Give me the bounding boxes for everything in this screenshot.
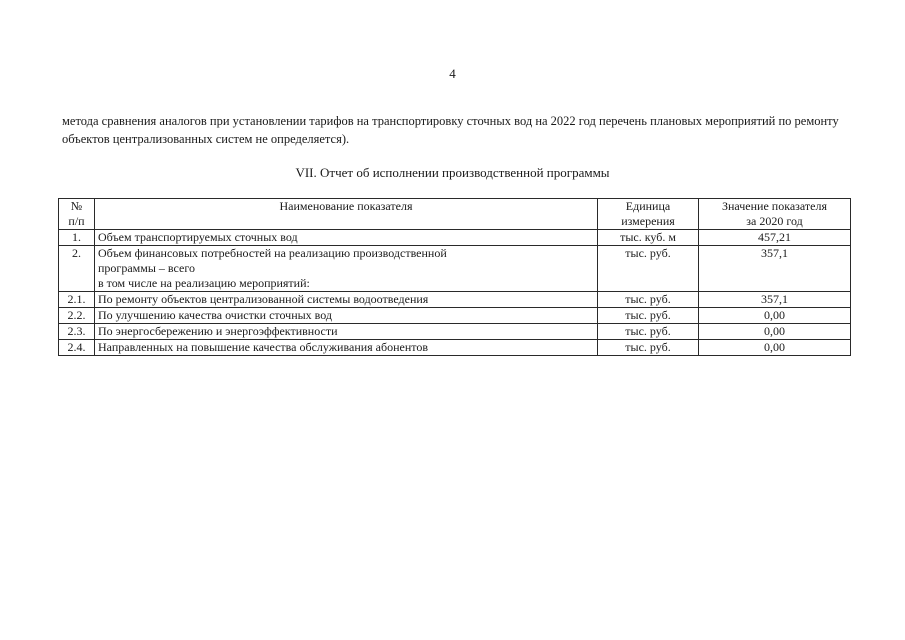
- row-unit: тыс. куб. м: [598, 230, 699, 246]
- row-num: 2.4.: [59, 340, 95, 356]
- row-unit: тыс. руб.: [598, 340, 699, 356]
- section-title: VII. Отчет об исполнении производственной программы: [295, 165, 610, 180]
- row-num: 1.: [59, 230, 95, 246]
- row-unit: тыс. руб.: [598, 324, 699, 340]
- header-value: [699, 199, 851, 230]
- row-name-line: Объем финансовых потребностей на реализацию производственной: [98, 246, 447, 260]
- header-num: [59, 199, 95, 230]
- row-name: По энергосбережению и энергоэффективности: [95, 324, 598, 340]
- row-value: 357,1: [699, 292, 851, 308]
- row-unit: тыс. руб.: [598, 308, 699, 324]
- row-num: 2.: [59, 246, 95, 292]
- row-num: 2.1.: [59, 292, 95, 308]
- header-value-line2: за 2020 год: [746, 214, 803, 228]
- row-value: 0,00: [699, 340, 851, 356]
- row-unit: тыс. руб.: [598, 246, 699, 292]
- table-row: [59, 340, 851, 356]
- header-num-line1: №: [70, 199, 83, 213]
- row-name: [95, 246, 598, 292]
- row-name: Объем транспортируемых сточных вод: [95, 230, 598, 246]
- table-row: [59, 230, 851, 246]
- header-value-line1: Значение показателя: [721, 199, 828, 213]
- table-row: [59, 308, 851, 324]
- row-value: 457,21: [699, 230, 851, 246]
- header-name: Наименование показателя: [95, 199, 598, 230]
- table-row: [59, 292, 851, 308]
- header-unit-line2: измерения: [621, 214, 675, 228]
- report-table: [58, 198, 851, 356]
- page-number: 4: [449, 66, 456, 81]
- row-value: 0,00: [699, 324, 851, 340]
- header-unit-line1: Единица: [625, 199, 671, 213]
- row-num: 2.2.: [59, 308, 95, 324]
- row-name: По ремонту объектов централизованной системы водоотведения: [95, 292, 598, 308]
- row-name: Направленных на повышение качества обслуживания абонентов: [95, 340, 598, 356]
- header-unit: [598, 199, 699, 230]
- intro-paragraph: метода сравнения аналогов при установлении тарифов на транспортировку сточных вод на 2022 год перечень плановых мероприятий по ремонту объектов централизованных систем не определяется).: [62, 114, 839, 146]
- header-num-line2: п/п: [68, 214, 85, 228]
- row-value: 357,1: [699, 246, 851, 292]
- table-row: [59, 324, 851, 340]
- table-header-row: [59, 199, 851, 230]
- row-name-line: в том числе на реализацию мероприятий:: [98, 276, 310, 290]
- row-value: 0,00: [699, 308, 851, 324]
- row-num: 2.3.: [59, 324, 95, 340]
- row-unit: тыс. руб.: [598, 292, 699, 308]
- row-name: По улучшению качества очистки сточных вод: [95, 308, 598, 324]
- table-row: [59, 246, 851, 292]
- row-name-line: программы – всего: [98, 261, 195, 275]
